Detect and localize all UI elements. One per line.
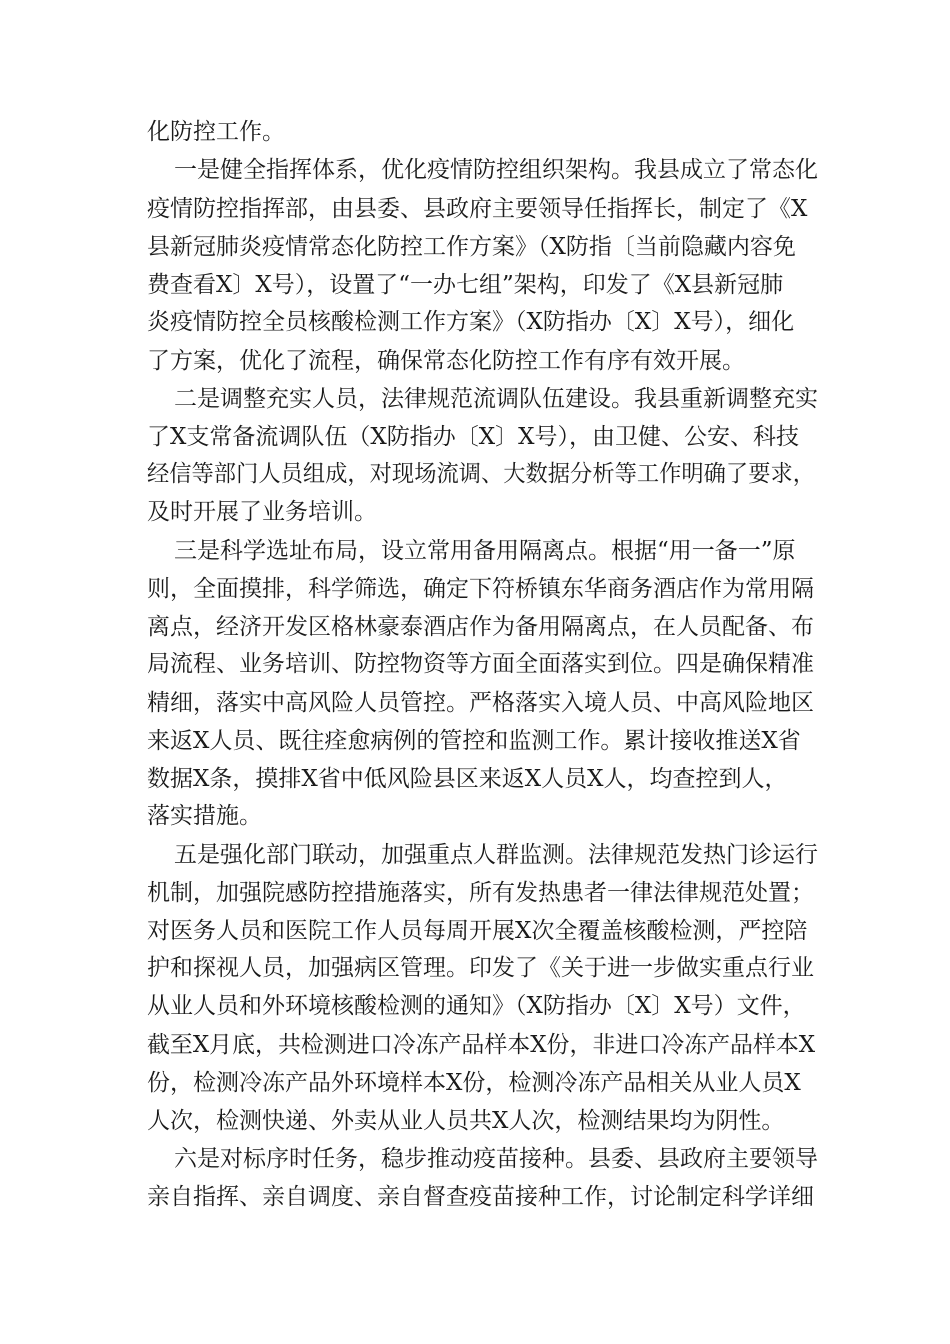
text-line: 人次，检测快递、外卖从业人员共X人次，检测结果均为阴性。 <box>147 1108 785 1134</box>
text-line: 经信等部门人员组成，对现场流调、大数据分析等工作明确了要求， <box>147 461 815 487</box>
text-line: 亲自指挥、亲自调度、亲自督查疫苗接种工作，讨论制定科学详细 <box>147 1184 814 1210</box>
text-line: 截至X月底，共检测进口冷冻产品样本X份，非进口冷冻产品样本X <box>147 1032 816 1058</box>
text-line: 炎疫情防控全员核酸检测工作方案》（X防指办〔X〕X号），细化 <box>147 309 795 335</box>
text-line: 疫情防控指挥部，由县委、县政府主要领导任指挥长，制定了《X <box>147 196 808 222</box>
text-line: 数据X条，摸排X省中低风险县区来返X人员X人，均查控到人， <box>147 766 788 792</box>
text-line: 五是强化部门联动，加强重点人群监测。法律规范发热门诊运行 <box>174 842 818 868</box>
text-line: 六是对标序时任务，稳步推动疫苗接种。县委、县政府主要领导 <box>174 1146 818 1172</box>
text-line: 了X支常备流调队伍（X防指办〔X〕X号），由卫健、公安、科技 <box>147 424 799 450</box>
text-line: 护和探视人员，加强病区管理。印发了《关于进一步做实重点行业 <box>147 955 814 981</box>
text-line: 了方案，优化了流程，确保常态化防控工作有序有效开展。 <box>147 348 745 374</box>
text-line: 落实措施。 <box>147 803 262 829</box>
text-line: 三是科学选址布局，设立常用备用隔离点。根据“用一备一”原 <box>174 538 796 564</box>
text-line: 县新冠肺炎疫情常态化防控工作方案》（X防指〔当前隐藏内容免 <box>147 234 796 260</box>
text-line: 则，全面摸排，科学筛选，确定下符桥镇东华商务酒店作为常用隔 <box>147 576 814 602</box>
text-line: 化防控工作。 <box>147 119 285 145</box>
text-line: 一是健全指挥体系，优化疫情防控组织架构。我县成立了常态化 <box>174 157 818 183</box>
text-line: 精细，落实中高风险人员管控。严格落实入境人员、中高风险地区 <box>147 690 814 716</box>
text-line: 份，检测冷冻产品外环境样本X份，检测冷冻产品相关从业人员X <box>147 1070 801 1096</box>
text-line: 及时开展了业务培训。 <box>147 499 377 525</box>
text-line: 费查看X〕X号），设置了“一办七组”架构，印发了《X县新冠肺 <box>147 272 784 298</box>
text-line: 二是调整充实人员，法律规范流调队伍建设。我县重新调整充实 <box>174 386 818 412</box>
text-line: 对医务人员和医院工作人员每周开展X次全覆盖核酸检测，严控陪 <box>147 918 808 944</box>
text-line: 机制，加强院感防控措施落实，所有发热患者一律法律规范处置； <box>147 880 814 906</box>
text-line: 来返X人员、既往痊愈病例的管控和监测工作。累计接收推送X省 <box>147 728 801 754</box>
text-line: 离点，经济开发区格林豪泰酒店作为备用隔离点，在人员配备、布 <box>147 614 814 640</box>
text-line: 从业人员和外环境核酸检测的通知》（X防指办〔X〕X号）文件， <box>147 993 806 1019</box>
text-line: 局流程、业务培训、防控物资等方面全面落实到位。四是确保精准 <box>147 651 814 677</box>
